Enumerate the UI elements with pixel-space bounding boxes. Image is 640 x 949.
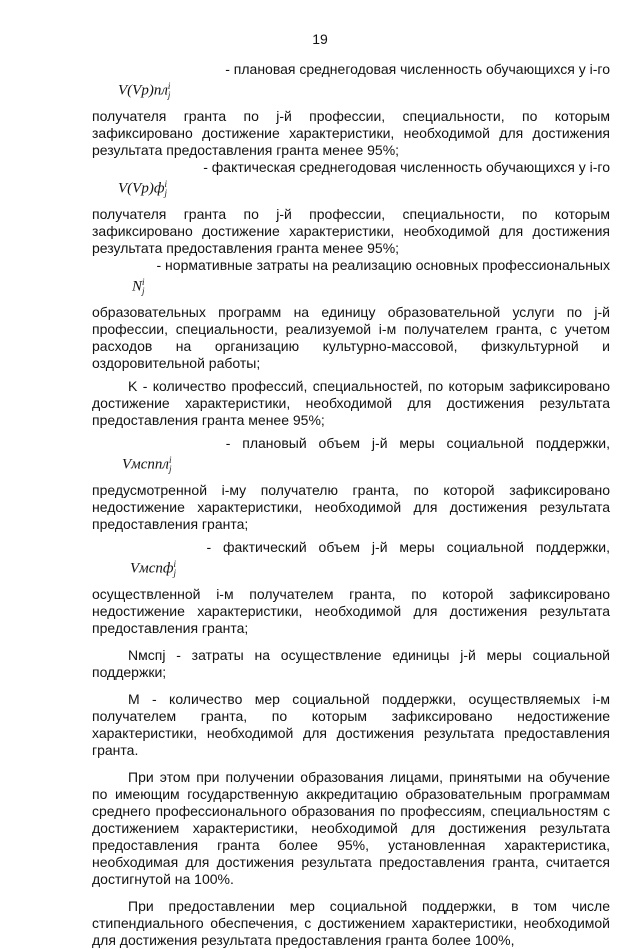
formula-sub: j <box>173 568 177 578</box>
formula-main: Vмспф <box>130 560 174 577</box>
formula-sup: i <box>173 559 177 569</box>
formula-sup: i <box>167 81 171 91</box>
formula-symbol <box>92 78 610 108</box>
formula-symbol <box>92 556 610 586</box>
formula-main: N <box>132 278 143 295</box>
formula-main: V(Vp)ф <box>118 180 165 197</box>
paragraph: получателя гранта по j-й профессии, специальности, по которым зафиксировано достижение характеристики, необходимой для достижения результата предоставления гранта менее 95%; <box>92 108 610 158</box>
definition-text: - фактический объем j-й меры социальной поддержки, <box>206 539 610 555</box>
formula-symbol <box>92 452 610 482</box>
paragraph: образовательных программ на единицу образовательной услуги по j-й профессии, специальности, реализуемой i-м получателем гранта, с учетом расходов на организацию культурно-массовой, физкультурной и оздоровительной работы; <box>92 304 610 371</box>
paragraph: получателя гранта по j-й профессии, специальности, по которым зафиксировано достижение характеристики, необходимой для достижения результата предоставления гранта менее 95%; <box>92 206 610 256</box>
formula-sub: j <box>142 286 145 296</box>
definition-line <box>92 257 610 274</box>
paragraph: M - количество мер социальной поддержки, осуществляемых i-м получателем гранта, по которым зафиксировано недостижение характеристики, необходимой для достижения результата предоставления гранта. <box>92 691 610 758</box>
formula-sub: j <box>168 464 172 474</box>
definition-line <box>92 435 610 452</box>
definition-line <box>92 539 610 556</box>
definition-text: - плановая среднегодовая численность обучающихся у i-го <box>225 61 610 77</box>
formula-symbol <box>92 176 610 206</box>
document-body <box>92 61 610 949</box>
paragraph: осуществленной i-м получателем гранта, по которой зафиксировано недостижение характеристики, необходимой для достижения результата предоставления гранта; <box>92 586 610 636</box>
formula-main: Vмсппл <box>122 456 169 473</box>
page-number: 19 <box>312 31 328 47</box>
definition-line <box>92 159 610 176</box>
definition-text: - нормативные затраты на реализацию основных профессиональных <box>156 257 610 273</box>
formula-main: V(Vp)пл <box>118 82 168 99</box>
formula-symbol <box>92 274 610 304</box>
paragraph: K - количество профессий, специальностей, по которым зафиксировано достижение характеристики, необходимой для достижения результата предоставления гранта менее 95%; <box>92 378 610 428</box>
formula-sup: i <box>168 455 172 465</box>
formula-sup: i <box>142 277 145 287</box>
formula-sub: j <box>167 90 171 100</box>
paragraph: Nмспj - затраты на осуществление единицы j-й меры социальной поддержки; <box>92 647 610 680</box>
formula-sub: j <box>164 188 167 198</box>
definition-line <box>92 61 610 78</box>
paragraph: предусмотренной i-му получателю гранта, по которой зафиксировано недостижение характеристики, необходимой для достижения результата предоставления гранта; <box>92 482 610 532</box>
definition-text: - плановый объем j-й меры социальной поддержки, <box>225 435 610 451</box>
paragraph: При этом при получении образования лицами, принятыми на обучение по имеющим государственную аккредитацию образовательным программам среднего профессионального образования по профессиям, специальностям с достижением характеристики, необходимой для достижения результата предоставления гранта более 95%, установленная характеристика, необходимая для достижения результата предоставления гранта, считается достигнутой на 100%. <box>92 769 610 887</box>
definition-text: - фактическая среднегодовая численность обучающихся у i-го <box>203 159 610 175</box>
formula-sup: i <box>164 179 167 189</box>
paragraph: При предоставлении мер социальной поддержки, в том числе стипендиального обеспечения, с достижением характеристики, необходимой для достижения результата предоставления гранта более 100%, <box>92 898 610 948</box>
